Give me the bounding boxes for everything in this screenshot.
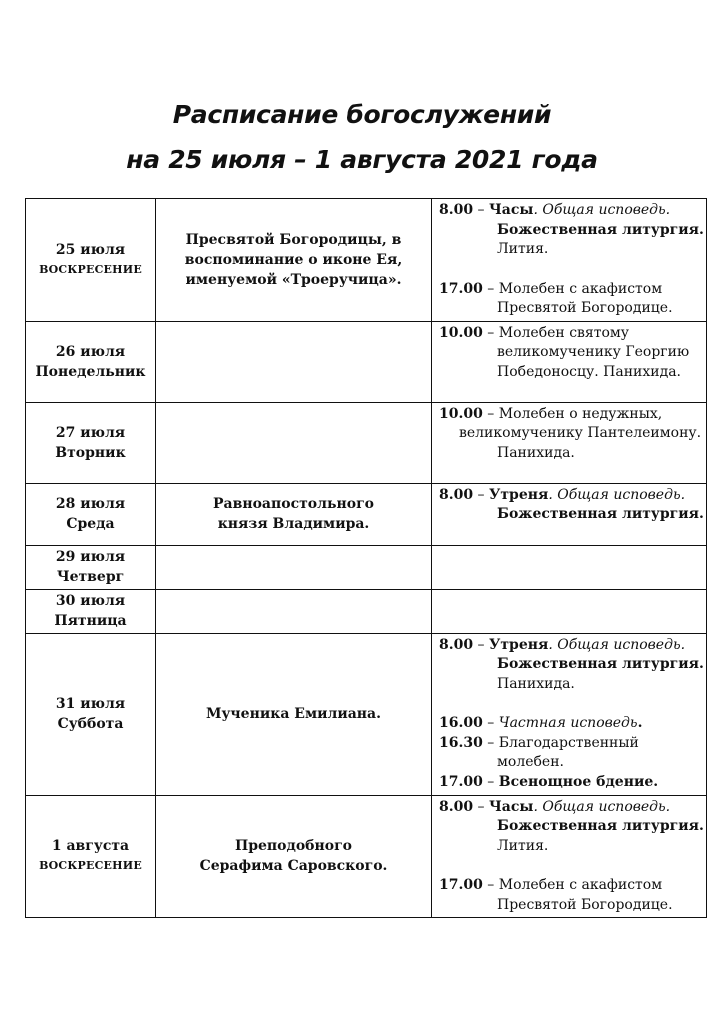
date-label: 30 июля <box>55 593 126 609</box>
service-name: Утреня <box>489 636 549 653</box>
schedule-table <box>25 198 707 918</box>
services-cell <box>432 483 707 545</box>
service-line: Пресвятой Богородице. <box>497 896 673 913</box>
service-line <box>439 773 702 793</box>
service-time: 8.00 <box>439 486 474 503</box>
spacer <box>439 260 702 280</box>
weekday-label: Вторник <box>55 444 126 461</box>
feast-cell <box>156 589 432 633</box>
weekday-label: ВОСКРЕСЕНИЕ <box>39 262 142 276</box>
service-time: 8.00 <box>439 202 474 218</box>
table-row <box>26 589 707 633</box>
service-sep: – <box>482 877 499 893</box>
service-sep: – <box>482 715 499 731</box>
date-label: 29 июля <box>55 549 126 565</box>
page-subtitle: на 25 июля – 1 августа 2021 года <box>126 145 598 174</box>
date-label: 31 июля <box>55 696 126 712</box>
service-time: 16.00 <box>439 715 483 731</box>
service-text: Молебен о недужных, <box>498 405 663 422</box>
feast-cell <box>156 321 432 402</box>
service-line <box>439 221 702 241</box>
spacer <box>439 694 702 714</box>
service-note: . Общая исповедь. <box>548 636 686 653</box>
table-row <box>26 199 707 322</box>
service-line <box>439 798 702 818</box>
table-row <box>26 321 707 402</box>
service-note: . Общая исповедь. <box>533 798 671 815</box>
weekday-label: Среда <box>66 516 115 532</box>
feast-cell <box>156 545 432 589</box>
service-line <box>439 734 702 754</box>
service-time: 10.00 <box>439 405 483 422</box>
service-sep: – <box>473 486 490 503</box>
date-label: 25 июля <box>55 241 126 258</box>
date-cell <box>26 795 156 918</box>
service-sep: – <box>482 773 499 790</box>
service-name: Божественная литургия. <box>497 221 704 238</box>
service-time: 8.00 <box>439 636 474 653</box>
service-note: Частная исповедь <box>498 715 638 731</box>
service-sep: – <box>482 405 499 422</box>
service-line: Лития. <box>497 241 549 257</box>
service-line <box>439 201 702 221</box>
feast-cell <box>156 483 432 545</box>
feast-line: князя Владимира. <box>217 516 370 532</box>
feast-line: Мученика Емилиана. <box>205 706 382 722</box>
service-name: Утреня <box>489 486 549 503</box>
date-label: 1 августа <box>51 838 130 855</box>
feast-line: именуемой «Троеручица». <box>185 271 402 288</box>
service-sep: – <box>482 734 499 751</box>
services-cell <box>432 633 707 795</box>
service-time: 16.30 <box>439 734 483 751</box>
date-cell <box>26 589 156 633</box>
service-name: Божественная литургия. <box>497 818 704 834</box>
service-line: Панихида. <box>497 675 575 692</box>
service-sep: – <box>473 798 490 815</box>
service-line: Победоносцу. Панихида. <box>497 363 682 380</box>
date-cell <box>26 199 156 322</box>
services-cell <box>432 402 707 483</box>
date-cell <box>26 483 156 545</box>
feast-line: Преподобного <box>234 838 352 855</box>
service-text: Молебен святому <box>498 324 630 341</box>
service-line <box>439 714 702 734</box>
service-sep: – <box>473 202 490 218</box>
spacer <box>439 856 702 876</box>
table-row <box>26 633 707 795</box>
service-note: . Общая исповедь. <box>533 202 671 218</box>
services-cell <box>432 589 707 633</box>
date-cell <box>26 402 156 483</box>
service-line: молебен. <box>497 754 564 770</box>
service-name: Божественная литургия. <box>497 506 704 522</box>
services-cell <box>432 795 707 918</box>
service-text: Молебен с акафистом <box>498 280 663 297</box>
service-line <box>439 505 702 525</box>
service-time: 17.00 <box>439 280 483 297</box>
service-line <box>439 280 702 300</box>
service-time: 8.00 <box>439 798 474 815</box>
date-cell <box>26 321 156 402</box>
feast-cell <box>156 795 432 918</box>
feast-cell <box>156 633 432 795</box>
service-line <box>439 655 702 675</box>
services-cell <box>432 199 707 322</box>
page-title: Расписание богослужений <box>172 100 552 129</box>
services-cell <box>432 545 707 589</box>
service-line <box>439 876 702 896</box>
date-label: 28 июля <box>55 496 126 512</box>
service-line: Панихида. <box>497 444 575 461</box>
service-sep: – <box>482 324 499 341</box>
service-line <box>439 636 702 656</box>
weekday-label: ВОСКРЕСЕНИЕ <box>39 859 142 873</box>
service-name: Часы <box>489 798 534 815</box>
service-line: Пресвятой Богородице. <box>497 300 673 316</box>
service-time: 17.00 <box>439 877 483 893</box>
weekday-label: Суббота <box>57 716 124 732</box>
table-row <box>26 483 707 545</box>
service-name: Всенощное бдение. <box>498 773 659 790</box>
service-line: великомученику Пантелеимону. <box>459 425 702 441</box>
feast-line: воспоминание о иконе Ея, <box>184 251 403 268</box>
service-line <box>439 405 702 425</box>
feast-line: Пресвятой Богородицы, в <box>185 231 402 248</box>
feast-line: Равноапостольного <box>213 496 374 512</box>
services-cell <box>432 321 707 402</box>
feast-cell <box>156 402 432 483</box>
date-label: 26 июля <box>55 343 126 360</box>
service-line <box>439 486 702 506</box>
service-text: Благодарственный <box>498 734 639 751</box>
service-text: Молебен с акафистом <box>498 877 663 893</box>
service-line <box>439 817 702 837</box>
date-cell <box>26 545 156 589</box>
service-line: Лития. <box>497 837 549 854</box>
service-line: великомученику Георгию <box>497 344 690 360</box>
feast-cell <box>156 199 432 322</box>
service-name: Божественная литургия. <box>497 656 704 672</box>
weekday-label: Четверг <box>56 569 125 585</box>
service-sep: – <box>482 280 499 297</box>
service-note: . Общая исповедь. <box>548 486 686 503</box>
service-time: 10.00 <box>439 324 483 341</box>
feast-line: Серафима Саровского. <box>199 858 388 875</box>
service-line <box>439 324 702 344</box>
table-row <box>26 402 707 483</box>
date-cell <box>26 633 156 795</box>
service-name: Часы <box>489 202 534 218</box>
service-time: 17.00 <box>439 773 483 790</box>
table-row <box>26 545 707 589</box>
service-sep: – <box>473 636 490 653</box>
service-end: . <box>637 715 643 731</box>
date-label: 27 июля <box>55 424 126 441</box>
weekday-label: Пятница <box>54 613 127 629</box>
weekday-label: Понедельник <box>35 363 146 380</box>
table-row <box>26 795 707 918</box>
